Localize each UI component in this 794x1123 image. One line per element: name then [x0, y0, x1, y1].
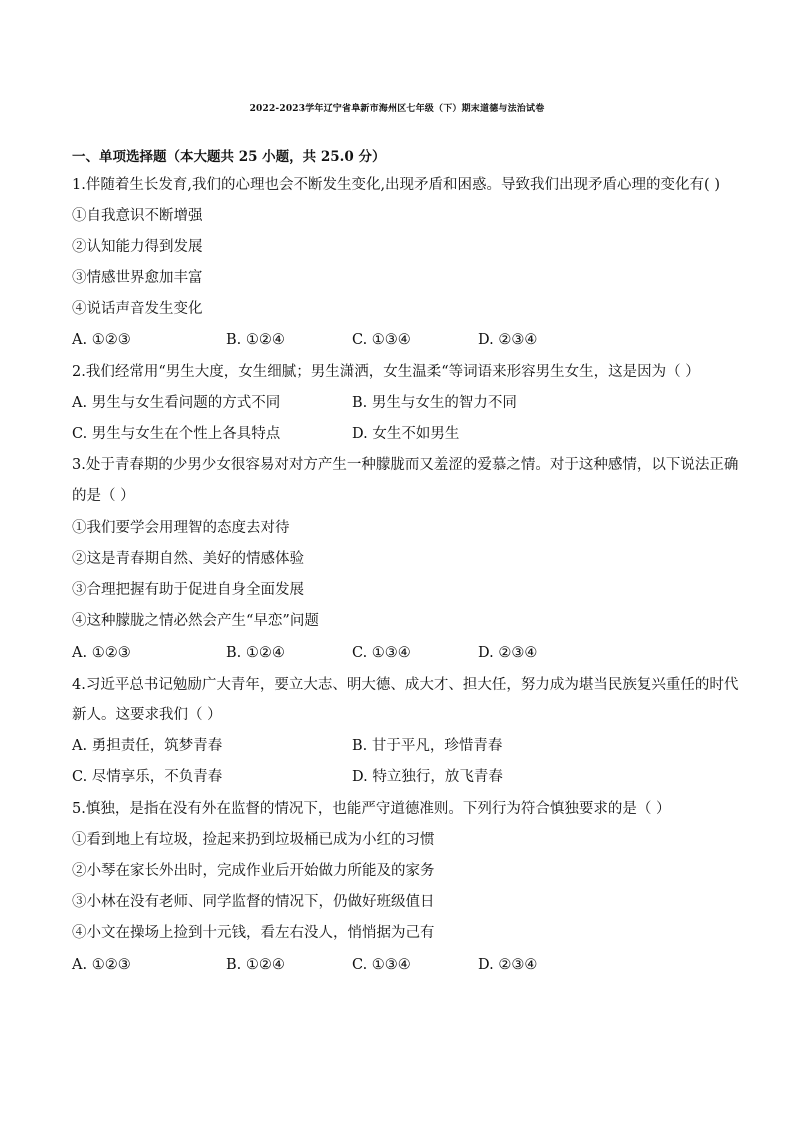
question-3-item-2: ②这是青春期自然、美好的情感体验	[72, 551, 304, 567]
question-2-option-b: B. 男生与女生的智力不同	[352, 395, 517, 411]
question-1-stem: 1.伴随着生长发育,我们的心理也会不断发生变化,出现矛盾和困惑。导致我们出现矛盾心理的变化有( )	[72, 177, 720, 193]
question-3-item-4: ④这种朦胧之情必然会产生“早恋”问题	[72, 613, 319, 629]
question-5-item-4: ④小文在操场上捡到十元钱，看左右没人，悄悄据为己有	[72, 925, 435, 941]
page-title: 2022-2023学年辽宁省阜新市海州区七年级（下）期末道德与法治试卷	[249, 104, 545, 114]
question-3-stem-line-2: 的是（ ）	[72, 488, 135, 504]
question-3-stem-line-1: 3.处于青春期的少男少女很容易对对方产生一种朦胧而又羞涩的爱慕之情。对于这种感情，以下说法正确	[72, 457, 739, 473]
question-1-option-a: A. ①②③	[72, 332, 131, 348]
question-1-item-4: ④说话声音发生变化	[72, 301, 203, 317]
question-5-option-d: D. ②③④	[478, 957, 538, 973]
question-5-item-1: ①看到地上有垃圾，捡起来扔到垃圾桶已成为小红的习惯	[72, 832, 435, 848]
question-3-option-c: C. ①③④	[352, 645, 411, 661]
question-5-item-2: ②小琴在家长外出时，完成作业后开始做力所能及的家务	[72, 863, 435, 879]
question-4-option-c: C. 尽情享乐，不负青春	[72, 769, 223, 785]
question-1-option-d: D. ②③④	[478, 332, 538, 348]
question-4-option-d: D. 特立独行，放飞青春	[352, 769, 503, 785]
question-5-stem: 5.慎独，是指在没有外在监督的情况下，也能严守道德准则。下列行为符合慎独要求的是（ ）	[72, 801, 671, 817]
question-3-option-d: D. ②③④	[478, 645, 538, 661]
question-5-option-a: A. ①②③	[72, 957, 131, 973]
question-2-option-d: D. 女生不如男生	[352, 426, 460, 442]
question-2-option-a: A. 男生与女生看问题的方式不同	[72, 395, 281, 411]
section-heading: 一、单项选择题（本大题共 25 小题，共 25.0 分）	[72, 149, 386, 165]
question-1-item-3: ③情感世界愈加丰富	[72, 270, 203, 286]
question-3-item-1: ①我们要学会用理智的态度去对待	[72, 520, 290, 536]
question-4-stem-line-1: 4.习近平总书记勉励广大青年，要立大志、明大德、成大才、担大任，努力成为堪当民族复兴重任的时代	[72, 677, 739, 693]
question-3-item-3: ③合理把握有助于促进自身全面发展	[72, 582, 304, 598]
question-1-option-c: C. ①③④	[352, 332, 411, 348]
question-4-option-a: A. 勇担责任，筑梦青春	[72, 738, 223, 754]
question-4-option-b: B. 甘于平凡，珍惜青春	[352, 738, 503, 754]
question-4-stem-line-2: 新人。这要求我们（ ）	[72, 707, 222, 723]
question-1-option-b: B. ①②④	[226, 332, 285, 348]
question-2-option-c: C. 男生与女生在个性上各具特点	[72, 426, 281, 442]
question-5-option-c: C. ①③④	[352, 957, 411, 973]
question-3-option-b: B. ①②④	[226, 645, 285, 661]
question-3-option-a: A. ①②③	[72, 645, 131, 661]
question-5-option-b: B. ①②④	[226, 957, 285, 973]
question-1-item-1: ①自我意识不断增强	[72, 208, 203, 224]
question-2-stem: 2.我们经常用“男生大度，女生细腻；男生潇洒，女生温柔“等词语来形容男生女生，这是因为（ ）	[72, 364, 700, 380]
question-1-item-2: ②认知能力得到发展	[72, 239, 203, 255]
question-5-item-3: ③小林在没有老师、同学监督的情况下，仍做好班级值日	[72, 894, 435, 910]
